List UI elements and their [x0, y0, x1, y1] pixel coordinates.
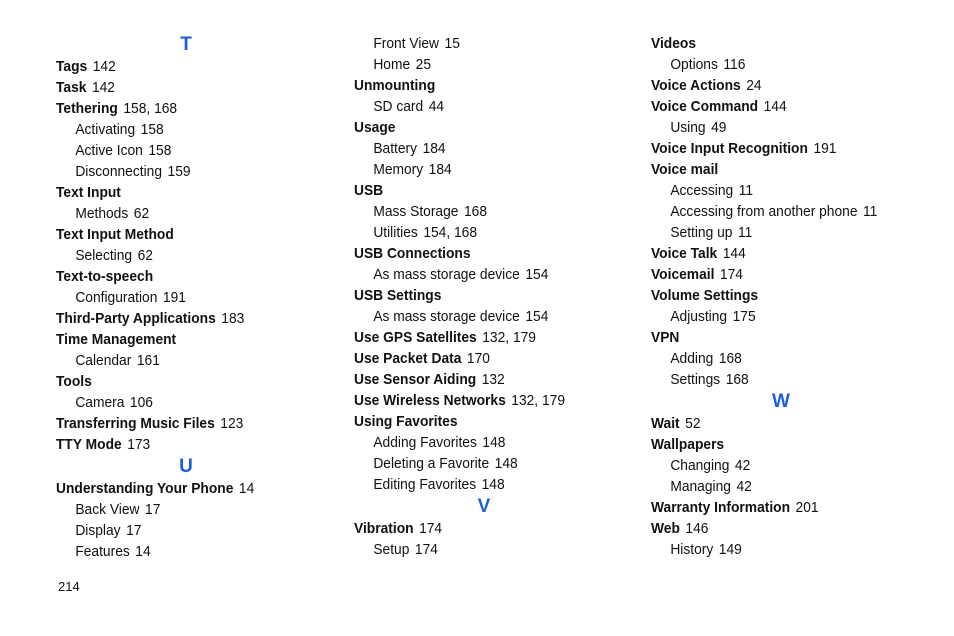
index-entry — [56, 98, 323, 119]
index-column-1 — [56, 33, 346, 562]
index-subentry — [651, 306, 918, 327]
index-entry — [56, 413, 323, 434]
index-subentry — [354, 96, 621, 117]
index-entry — [56, 56, 323, 77]
entry-pages: 184 — [422, 140, 446, 157]
entry-term: Calendar — [75, 352, 132, 369]
entry-term: Use GPS Satellites — [354, 329, 477, 346]
entry-pages: 142 — [92, 58, 116, 75]
index-entry — [651, 33, 918, 54]
entry-term: TTY Mode — [56, 436, 122, 453]
index-subentry — [56, 119, 323, 140]
index-entry — [354, 285, 621, 306]
index-entry — [354, 180, 621, 201]
entry-term: Usage — [354, 119, 396, 136]
entry-term: Voice Command — [651, 98, 759, 115]
index-subentry — [354, 222, 621, 243]
index-subentry — [56, 287, 323, 308]
entry-term: Tools — [56, 373, 92, 390]
index-entry — [56, 434, 323, 455]
entry-pages: 148 — [481, 476, 505, 493]
entry-pages: 11 — [863, 203, 878, 220]
index-entry — [651, 264, 918, 285]
entry-term: Accessing — [670, 182, 734, 199]
index-subentry — [354, 539, 621, 560]
entry-term: As mass storage device — [373, 308, 520, 325]
entry-term: Home — [373, 56, 411, 73]
entry-pages: 44 — [428, 98, 445, 115]
entry-term: Text Input — [56, 184, 121, 201]
entry-pages: 149 — [718, 541, 742, 558]
section-letter: U — [179, 456, 193, 477]
index-entry — [354, 390, 621, 411]
entry-term: Use Sensor Aiding — [354, 371, 477, 388]
entry-pages: 183 — [221, 310, 245, 327]
entry-pages: 158 — [148, 142, 172, 159]
index-subentry — [56, 350, 323, 371]
index-subentry — [354, 54, 621, 75]
index-subentry — [56, 245, 323, 266]
entry-term: Active Icon — [75, 142, 143, 159]
index-entry — [651, 327, 918, 348]
entry-pages: 14 — [135, 543, 151, 560]
entry-term: Memory — [373, 161, 424, 178]
index-entry — [651, 434, 918, 455]
entry-term: Warranty Information — [651, 499, 791, 516]
entry-term: Display — [75, 522, 121, 539]
entry-term: Activating — [75, 121, 136, 138]
entry-pages: 184 — [428, 161, 452, 178]
section-letter: W — [772, 391, 790, 412]
entry-pages: 144 — [722, 245, 746, 262]
entry-term: Editing Favorites — [373, 476, 477, 493]
entry-pages: 42 — [736, 478, 752, 495]
index-entry — [651, 138, 918, 159]
entry-term: Text Input Method — [56, 226, 174, 243]
entry-term: Third-Party Applications — [56, 310, 216, 327]
index-subentry — [354, 474, 621, 495]
index-subentry — [354, 432, 621, 453]
entry-term: Using — [670, 119, 706, 136]
entry-term: Setup — [373, 541, 410, 558]
index-entry — [354, 117, 621, 138]
index-entry — [354, 348, 621, 369]
index-subentry — [651, 348, 918, 369]
index-entry — [651, 75, 918, 96]
entry-term: Voice mail — [651, 161, 719, 178]
section-letter: V — [477, 496, 491, 517]
index-subentry — [651, 476, 918, 497]
index-entry — [354, 518, 621, 539]
entry-term: Voice Input Recognition — [651, 140, 808, 157]
entry-pages: 154 — [525, 266, 549, 283]
entry-pages: 170 — [466, 350, 490, 367]
entry-pages: 17 — [145, 501, 161, 518]
entry-pages: 159 — [167, 163, 191, 180]
entry-term: History — [670, 541, 714, 558]
entry-term: Changing — [670, 457, 730, 474]
index-subentry — [56, 140, 323, 161]
entry-pages: 161 — [136, 352, 160, 369]
entry-pages: 116 — [723, 56, 746, 73]
entry-pages: 52 — [685, 415, 701, 432]
entry-term: Disconnecting — [75, 163, 163, 180]
index-entry — [56, 224, 323, 245]
entry-pages: 168 — [718, 350, 742, 367]
entry-pages: 14 — [238, 480, 255, 497]
entry-term: Voice Talk — [651, 245, 718, 262]
entry-pages: 175 — [732, 308, 756, 325]
index-subentry — [354, 33, 621, 54]
entry-term: Utilities — [373, 224, 418, 241]
section-letter: T — [180, 34, 192, 55]
entry-pages: 154, 168 — [423, 224, 478, 241]
entry-pages: 158, 168 — [123, 100, 178, 117]
entry-term: Unmounting — [354, 77, 436, 94]
entry-pages: 148 — [482, 434, 506, 451]
index-entry — [56, 182, 323, 203]
index-subentry — [354, 453, 621, 474]
entry-term: Wallpapers — [651, 436, 725, 453]
entry-term: Camera — [75, 394, 125, 411]
entry-term: Vibration — [354, 520, 414, 537]
entry-term: Voicemail — [651, 266, 715, 283]
entry-term: USB — [354, 182, 384, 199]
entry-term: VPN — [651, 329, 680, 346]
entry-term: Time Management — [56, 331, 177, 348]
index-subentry — [651, 54, 918, 75]
page-number: 214 — [58, 579, 80, 594]
index-subentry — [354, 138, 621, 159]
index-entry — [56, 266, 323, 287]
entry-pages: 62 — [137, 247, 153, 264]
index-entry — [56, 478, 323, 499]
index-entry — [651, 497, 918, 518]
index-subentry — [56, 161, 323, 182]
entry-term: Transferring Music Files — [56, 415, 215, 432]
index-subentry — [354, 201, 621, 222]
index-entry — [354, 243, 621, 264]
index-entry — [651, 413, 918, 434]
index-subentry — [651, 222, 918, 243]
entry-term: Deleting a Favorite — [373, 455, 490, 472]
entry-pages: 168 — [463, 203, 488, 220]
entry-pages: 49 — [711, 119, 727, 136]
entry-term: SD card — [373, 98, 424, 115]
index-subentry — [354, 159, 621, 180]
entry-pages: 15 — [444, 35, 460, 52]
index-entry — [651, 285, 918, 306]
entry-term: Tags — [56, 58, 88, 75]
entry-term: USB Connections — [354, 245, 471, 262]
entry-pages: 174 — [414, 541, 438, 558]
index-entry — [56, 77, 323, 98]
entry-pages: 62 — [133, 205, 150, 222]
index-subentry — [651, 117, 918, 138]
index-entry — [354, 369, 621, 390]
entry-term: Voice Actions — [651, 77, 741, 94]
index-entry — [56, 308, 323, 329]
index-entry — [56, 329, 323, 350]
entry-pages: 168 — [725, 371, 749, 388]
entry-pages: 132, 179 — [482, 329, 536, 346]
entry-pages: 132 — [481, 371, 505, 388]
entry-pages: 174 — [419, 520, 443, 537]
entry-pages: 146 — [685, 520, 709, 537]
entry-term: Adjusting — [670, 308, 728, 325]
index-subentry — [651, 180, 918, 201]
entry-term: Accessing from another phone — [670, 203, 858, 220]
entry-pages: 17 — [126, 522, 142, 539]
entry-pages: 106 — [129, 394, 153, 411]
entry-pages: 148 — [494, 455, 518, 472]
entry-term: Battery — [373, 140, 418, 157]
entry-pages: 201 — [795, 499, 819, 516]
entry-term: Volume Settings — [651, 287, 759, 304]
entry-term: Back View — [75, 501, 140, 518]
index-entry — [651, 96, 918, 117]
entry-pages: 42 — [734, 457, 751, 474]
index-subentry — [354, 264, 621, 285]
index-subentry — [651, 455, 918, 476]
entry-term: Adding — [670, 350, 714, 367]
index-entry — [354, 327, 621, 348]
entry-term: Adding Favorites — [373, 434, 477, 451]
entry-term: Managing — [670, 478, 731, 495]
index-entry — [354, 75, 621, 96]
index-column-3 — [651, 33, 941, 560]
index-entry — [354, 411, 621, 432]
entry-term: Understanding Your Phone — [56, 480, 234, 497]
entry-term: Setting up — [670, 224, 733, 241]
entry-term: As mass storage device — [373, 266, 520, 283]
index-entry — [56, 371, 323, 392]
index-entry — [651, 243, 918, 264]
index-subentry — [56, 203, 323, 224]
entry-term: Web — [651, 520, 680, 537]
entry-pages: 158 — [140, 121, 164, 138]
entry-term: Text-to-speech — [56, 268, 154, 285]
entry-pages: 191 — [162, 289, 186, 306]
entry-pages: 174 — [719, 266, 743, 283]
entry-pages: 11 — [738, 182, 754, 199]
entry-term: Tethering — [56, 100, 118, 117]
entry-term: Mass Storage — [373, 203, 459, 220]
index-entry — [651, 159, 918, 180]
entry-term: Videos — [651, 35, 697, 52]
index-subentry — [56, 499, 323, 520]
entry-pages: 132, 179 — [511, 392, 565, 409]
entry-pages: 25 — [415, 56, 432, 73]
entry-term: Task — [56, 79, 87, 96]
entry-pages: 123 — [220, 415, 244, 432]
index-subentry — [56, 392, 323, 413]
entry-pages: 144 — [763, 98, 787, 115]
entry-pages: 142 — [91, 79, 115, 96]
entry-pages: 191 — [813, 140, 837, 157]
entry-pages: 173 — [127, 436, 151, 453]
entry-term: Features — [75, 543, 130, 560]
entry-term: Selecting — [75, 247, 133, 264]
entry-term: Configuration — [75, 289, 158, 306]
entry-term: Settings — [670, 371, 721, 388]
entry-term: Use Packet Data — [354, 350, 462, 367]
index-subentry — [651, 201, 918, 222]
entry-term: Options — [670, 56, 718, 73]
entry-term: Use Wireless Networks — [354, 392, 506, 409]
index-subentry — [354, 306, 621, 327]
entry-term: USB Settings — [354, 287, 442, 304]
index-subentry — [56, 541, 323, 562]
entry-term: Front View — [373, 35, 440, 52]
index-subentry — [56, 520, 323, 541]
index-subentry — [651, 539, 918, 560]
entry-term: Wait — [651, 415, 680, 432]
entry-pages: 154 — [525, 308, 549, 325]
entry-term: Methods — [75, 205, 129, 222]
entry-term: Using Favorites — [354, 413, 458, 430]
entry-pages: 11 — [737, 224, 753, 241]
index-subentry — [651, 369, 918, 390]
index-column-2 — [354, 33, 644, 560]
entry-pages: 24 — [746, 77, 762, 94]
index-entry — [651, 518, 918, 539]
